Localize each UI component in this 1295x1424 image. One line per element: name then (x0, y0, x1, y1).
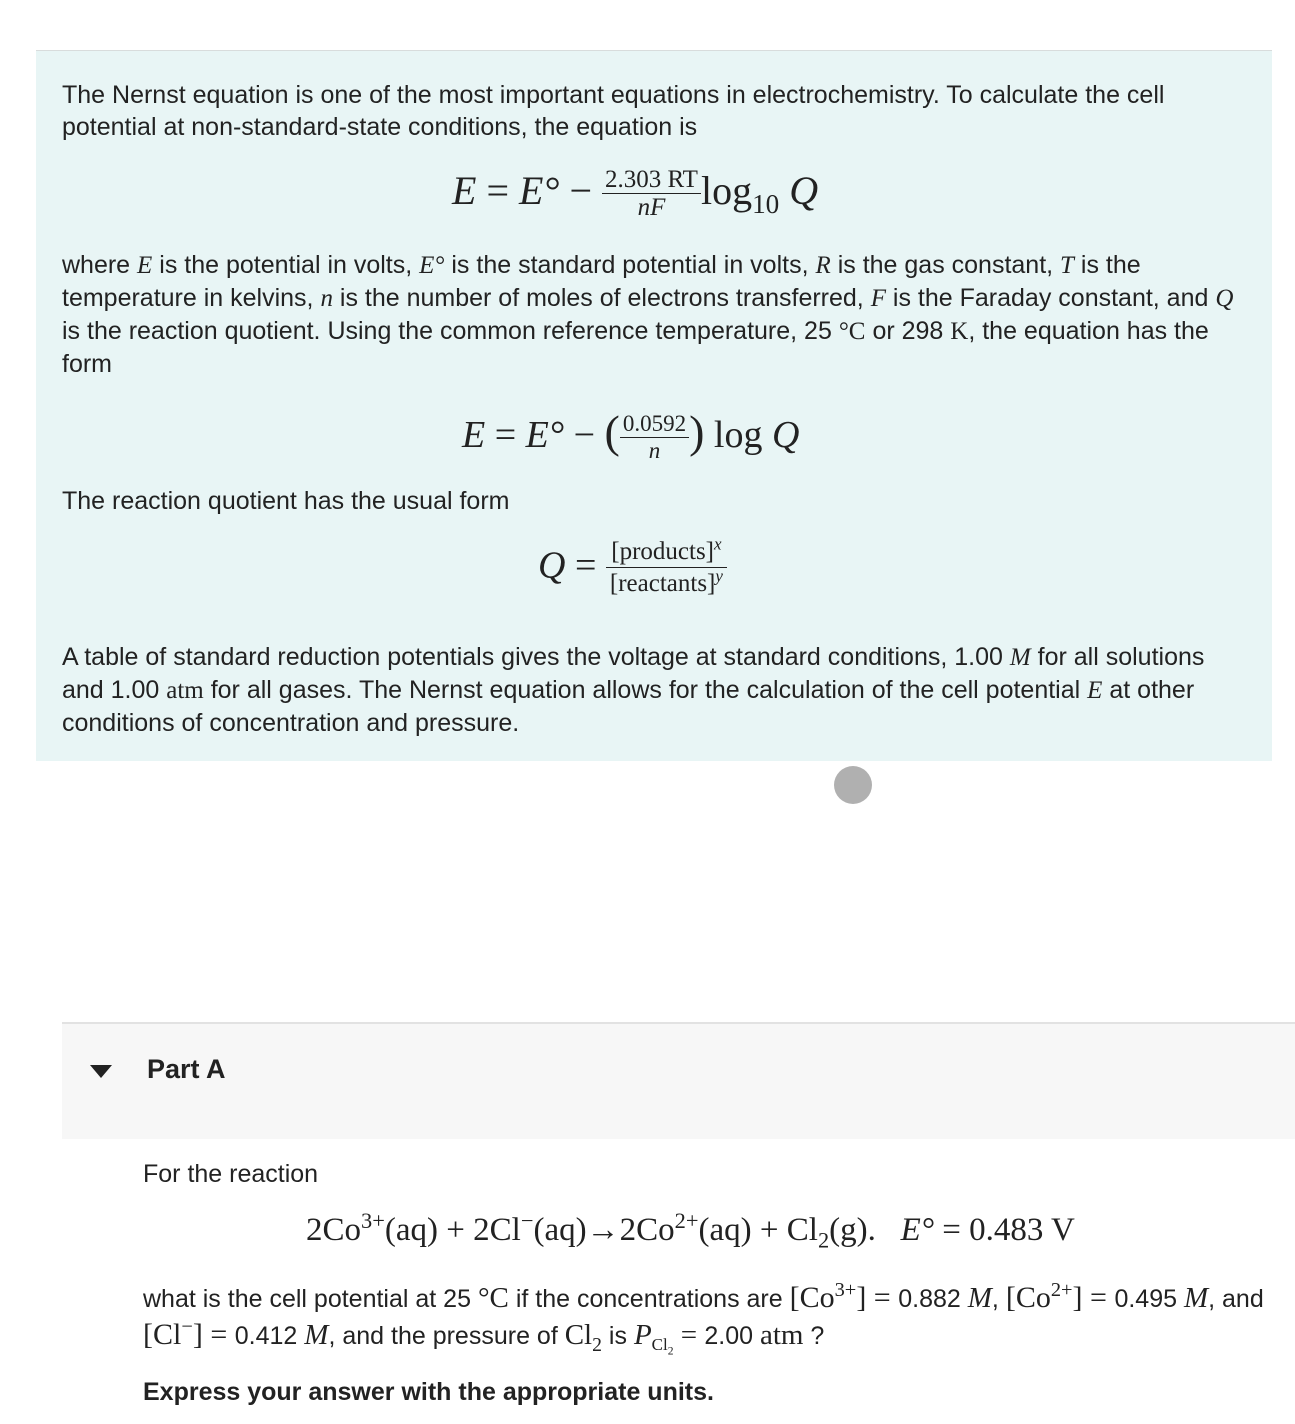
eq1-fraction (602, 167, 701, 223)
part-a-header[interactable] (62, 1022, 1295, 1139)
eq3-numerator: [products] (611, 538, 714, 565)
eq3-num-exponent: x (714, 534, 722, 554)
eq3-lhs: Q (538, 544, 566, 587)
eq1-log-base: 10 (752, 189, 780, 220)
eq1-q: Q (789, 168, 819, 214)
intro-paragraph-1: The Nernst equation is one of the most important equations in electrochemistry. To calculate the cell potential at non-standard-state conditions, the equation is (62, 81, 1165, 141)
eq1-log: log (700, 168, 753, 214)
eq2-e0: E° (525, 414, 565, 456)
intro-panel (36, 50, 1272, 761)
intro-paragraph-2: where E is the potential in volts, E° is the standard potential in volts, R is the gas constant, T is the temperature in kelvins, n is the number of moles of electrons transferred, F is the Faraday constant, and Q is the reaction quotient. Using the common reference temperature, 25 °C or 298 K, the equation has the form (62, 251, 1234, 378)
eq1-denominator: nF (637, 194, 666, 222)
eq3-denominator: [reactants] (609, 570, 716, 598)
intro-paragraph-4: A table of standard reduction potentials gives the voltage at standard conditions, 1.00 M for all solutions and 1.00 atm for all gases. The Nernst equation allows for the calculation of the cell potential E at other conditions of concentration and pressure. (62, 643, 1205, 737)
collapse-caret-icon[interactable] (90, 1065, 112, 1078)
loading-indicator (834, 766, 872, 804)
eq2-denominator: n (648, 437, 661, 463)
eq2-fraction (620, 412, 689, 464)
eq3-fraction (606, 534, 727, 601)
part-a-title: Part A (147, 1054, 226, 1084)
eq1-lhs: E (452, 168, 477, 214)
nernst-equation: E = E° − $\frac{2.303 RT}{nF}$ $\log_{10} Q$ (452, 166, 819, 222)
reaction-quotient-equation: Q = $\frac{[products]^x}{[reactants]^y}$ (538, 537, 727, 601)
part-a-instruction: Express your answer with the appropriate units. (143, 1378, 714, 1406)
eq1-numerator: 2.303 RT (602, 167, 701, 194)
eq1-e0: E° (519, 168, 560, 214)
reaction-equation: $2Co^{3+}(aq) + 2Cl^-(aq)\to 2Co^{2+}(aq) + Cl_2(g)$. E° = 0.483 V (306, 1208, 1075, 1253)
intro-paragraph-3: The reaction quotient has the usual form (62, 487, 510, 515)
eq2-numerator: 0.0592 (620, 412, 689, 437)
part-a-question: what is the cell potential at 25 °C if the concentrations are $[Co^{3+}] = 0.882$ M, $[Co^{2+}] = 0.495$ M, and [Cl−] = 0.412 M, and the pressure of $Cl_2$ is $P_{Cl_2} = 2.00$ atm ? (143, 1279, 1264, 1358)
eq2-q: Q (771, 414, 800, 456)
eq2-lhs: E (462, 414, 486, 456)
eq2-log: log (713, 414, 763, 456)
eq3-den-exponent: y (715, 566, 723, 586)
nernst-25c-equation: E = E° − ( $\frac{0.0592}{n}$ ) log Q (462, 406, 800, 463)
part-a-lead: For the reaction (143, 1160, 319, 1188)
